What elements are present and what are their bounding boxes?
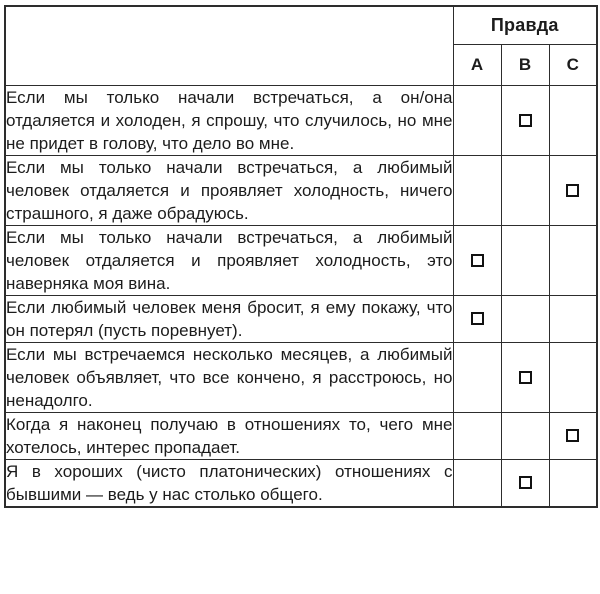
group-header-row [5, 6, 597, 45]
empty-checkbox-icon[interactable] [519, 114, 532, 127]
answer-cell-b[interactable] [501, 296, 549, 343]
table-header [5, 6, 597, 86]
table-row [5, 343, 597, 413]
answer-cell-c[interactable] [549, 86, 597, 156]
answer-cell-c[interactable] [549, 343, 597, 413]
answer-cell-c[interactable] [549, 226, 597, 296]
answer-cell-b[interactable] [501, 343, 549, 413]
truth-quiz-table [4, 5, 598, 508]
answer-cell-b[interactable] [501, 226, 549, 296]
table-row [5, 460, 597, 508]
truth-group-header: Правда [453, 6, 597, 45]
statement-text: Если мы только начали встречаться, а любимый человек отдаляется и проявляет холодность, ничего страшного, я даже обрадуюсь. [5, 156, 453, 226]
corner-cell [5, 6, 453, 86]
answer-cell-a[interactable] [453, 343, 501, 413]
answer-cell-a[interactable] [453, 296, 501, 343]
statement-text: Я в хороших (чисто платонических) отношениях с бывшими — ведь у нас столько общего. [5, 460, 453, 508]
column-header-c: C [549, 45, 597, 86]
answer-cell-a[interactable] [453, 413, 501, 460]
empty-checkbox-icon[interactable] [471, 312, 484, 325]
answer-cell-b[interactable] [501, 156, 549, 226]
answer-cell-a[interactable] [453, 460, 501, 508]
statement-text: Если мы только начали встречаться, а любимый человек отдаляется и проявляет холодность, это наверняка моя вина. [5, 226, 453, 296]
table-body [5, 86, 597, 508]
answer-cell-c[interactable] [549, 460, 597, 508]
empty-checkbox-icon[interactable] [566, 184, 579, 197]
table-row [5, 156, 597, 226]
statement-text: Если любимый человек меня бросит, я ему покажу, что он потерял (пусть поревнует). [5, 296, 453, 343]
column-header-a: A [453, 45, 501, 86]
answer-cell-c[interactable] [549, 296, 597, 343]
answer-cell-b[interactable] [501, 413, 549, 460]
empty-checkbox-icon[interactable] [471, 254, 484, 267]
table-row [5, 413, 597, 460]
answer-cell-a[interactable] [453, 86, 501, 156]
answer-cell-a[interactable] [453, 156, 501, 226]
statement-text: Когда я наконец получаю в отношениях то, чего мне хотелось, интерес пропадает. [5, 413, 453, 460]
statement-text: Если мы только начали встречаться, а он/она отдаляется и холоден, я спрошу, что случилось, но мне не придет в голову, что дело во мне. [5, 86, 453, 156]
empty-checkbox-icon[interactable] [519, 476, 532, 489]
empty-checkbox-icon[interactable] [566, 429, 579, 442]
answer-cell-a[interactable] [453, 226, 501, 296]
table-row [5, 226, 597, 296]
answer-cell-b[interactable] [501, 460, 549, 508]
answer-cell-c[interactable] [549, 413, 597, 460]
column-header-b: B [501, 45, 549, 86]
answer-cell-b[interactable] [501, 86, 549, 156]
empty-checkbox-icon[interactable] [519, 371, 532, 384]
statement-text: Если мы встречаемся несколько месяцев, а любимый человек объявляет, что все кончено, я расстроюсь, но ненадолго. [5, 343, 453, 413]
answer-cell-c[interactable] [549, 156, 597, 226]
table-row [5, 296, 597, 343]
table-row [5, 86, 597, 156]
